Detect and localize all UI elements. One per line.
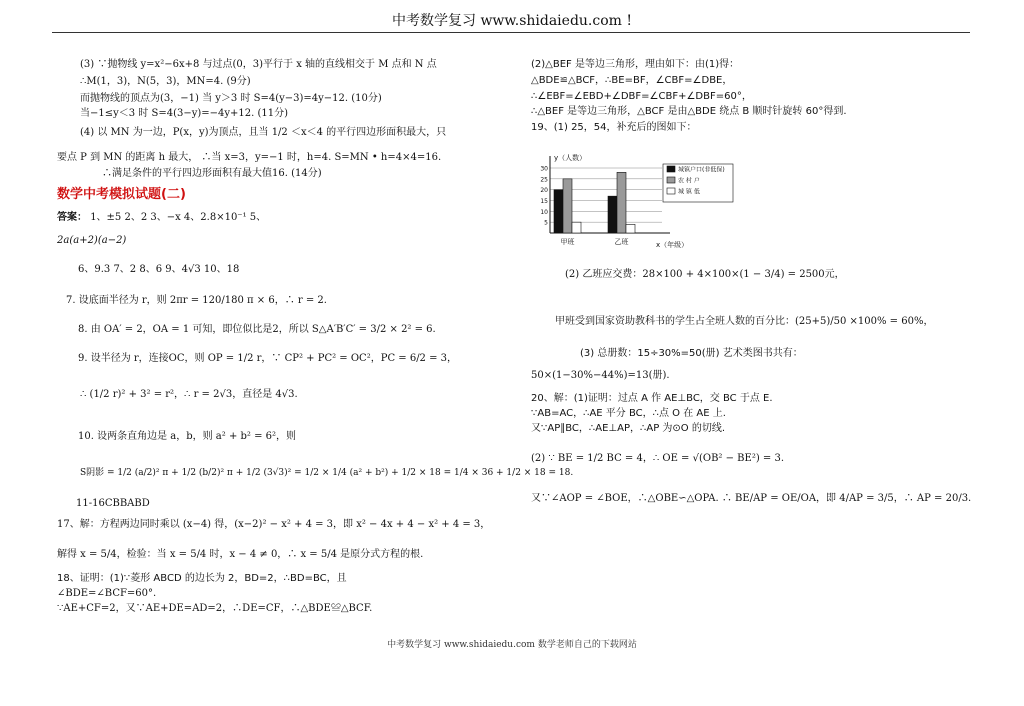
text-line: 19、(1) 25，54，补充后的图如下： (531, 122, 697, 133)
text-line: 而抛物线的顶点为(3，−1) 当 y＞3 时 S=4(y−3)=4y−12. (10分) (80, 93, 382, 104)
page-footer: 中考数学复习 www.shidaiedu.com 数学老师自己的下载网站 (387, 640, 637, 650)
bar (617, 172, 626, 233)
page-header: 中考数学复习 www.shidaiedu.com ! (392, 13, 632, 29)
text-line: ∴M(1，3)，N(5，3)，MN=4. (9分) (80, 76, 251, 87)
bar (554, 190, 563, 233)
bar (563, 179, 572, 233)
solution-line: ∵AE+CF=2，又∵AE+DE=AD=2，∴DE=CF，∴△BDE≌△BCF. (57, 603, 373, 614)
solution-line: S阴影 = 1/2 (a/2)² π + 1/2 (b/2)² π + 1/2 (3√3)² = 1/2 × 1/4 (a² + b²) + 1/2 × 18 = 1/4 × 36 + 1/2 × 18 = 18. (80, 468, 574, 478)
text-line: (2)△BEF 是等边三角形，理由如下：由(1)得： (531, 59, 740, 70)
text-line: ∴△BEF 是等边三角形，△BCF 是由△BDE 绕点 B 顺时针旋转 60°得到. (531, 106, 847, 117)
solution-line: 10. 设两条直角边是 a，b，则 a² + b² = 6²，则 (78, 431, 297, 442)
text-line: (3) ∵抛物线 y=x²−6x+8 与过点(0，3)平行于 x 轴的直线相交于 M 点和 N 点 (80, 59, 437, 70)
y-tick-label: 10 (540, 208, 548, 216)
x-axis-label: x（年级） (656, 241, 689, 249)
text-line: 20、解：(1)证明：过点 A 作 AE⊥BC，交 BC 于点 E. (531, 393, 773, 404)
answer-line: 6、9.3 7、2 8、6 9、4√3 10、18 (78, 264, 240, 275)
y-tick-label: 15 (540, 198, 548, 205)
text-line: ∵AB=AC，∴AE 平分 BC，∴点 O 在 AE 上. (531, 408, 726, 419)
answer-line: 2a(a+2)(a−2) (57, 235, 127, 246)
bar-chart (535, 148, 765, 253)
solution-line: 18、证明：(1)∵菱形 ABCD 的边长为 2，BD=2，∴BD=BC，且 (57, 573, 347, 584)
y-axis-label: y（人数） (554, 154, 587, 162)
legend-label: 农 村 户 (678, 177, 700, 185)
solution-line: ∠BDE=∠BCF=60°. (57, 588, 157, 599)
solution-line: 8. 由 OA′ = 2，OA = 1 可知，即位似比是2，所以 S△A′B′C′ = 3/2 × 2² = 6. (78, 324, 436, 335)
solution-line: 11-16CBBABD (76, 498, 150, 509)
y-tick-label: 5 (544, 219, 548, 227)
text-line: 要点 P 到 MN 的距离 h 最大， ∴当 x=3，y=−1 时，h=4. S=MN • h=4×4=16. (57, 152, 442, 163)
text-line: (2) ∵ BE = 1/2 BC = 4，∴ OE = √(OB² − BE²) = 3. (531, 453, 785, 464)
header-rule (52, 32, 970, 33)
y-tick-label: 20 (540, 187, 548, 195)
text-line: ∴∠EBF=∠EBD+∠DBF=∠CBF+∠DBF=60°， (531, 91, 752, 102)
text-line: (3) 总册数：15÷30%=50(册) 艺术类图书共有： (580, 348, 803, 359)
text-line: 甲班受到国家资助教科书的学生占全班人数的百分比：(25+5)/50 ×100% = 60%， (555, 316, 934, 327)
y-tick-label: 30 (540, 165, 548, 173)
legend-swatch (667, 188, 675, 194)
x-tick-label: 乙班 (614, 238, 629, 246)
solution-line: ∴ (1/2 r)² + 3² = r²，∴ r = 2√3，直径是 4√3. (80, 389, 298, 400)
text-line: 50×(1−30%−44%)=13(册). (531, 370, 670, 381)
x-tick-label: 甲班 (560, 238, 575, 246)
bar (572, 222, 581, 233)
answer-line (57, 211, 266, 225)
solution-line: 7. 设底面半径为 r，则 2πr = 120/180 π × 6，∴ r = 2. (66, 295, 327, 306)
legend-swatch (667, 166, 675, 172)
solution-line: 解得 x = 5/4，检验：当 x = 5/4 时，x − 4 ≠ 0，∴ x = 5/4 是原分式方程的根. (57, 549, 424, 560)
solution-line: 9. 设半径为 r，连接OC，则 OP = 1/2 r，∵ CP² + PC² = OC²，PC = 6/2 = 3， (78, 353, 458, 364)
section-title: 数学中考模拟试题(二) (57, 187, 186, 202)
legend-swatch (667, 177, 675, 183)
solution-line: 17、解：方程两边同时乘以 (x−4) 得，(x−2)² − x² + 4 = 3，即 x² − 4x + 4 − x² + 4 = 3， (57, 519, 491, 530)
text-line: (4) 以 MN 为一边，P(x，y)为顶点，且当 1/2 ＜x＜4 的平行四边形面积最大，只 (80, 127, 447, 138)
bar (626, 224, 635, 233)
legend-label: 城 镇 低 (678, 188, 700, 196)
text-line: 又∵∠AOP = ∠BOE，∴△OBE∽△OPA. ∴ BE/AP = OE/OA，即 4/AP = 3/5，∴ AP = 20/3. (531, 493, 972, 504)
text-line: ∴满足条件的平行四边形面积有最大值16. (14分) (102, 168, 322, 179)
text-line: △BDE≌△BCF，∴BE=BF，∠CBF=∠DBE， (531, 75, 733, 86)
answer-label: 答案： (57, 212, 87, 223)
y-tick-label: 25 (540, 176, 548, 184)
text-line: (2) 乙班应交费：28×100 + 4×100×(1 − 3/4) = 2500元， (565, 269, 845, 280)
legend-label: 城镇户口(非低保) (678, 166, 725, 174)
text-line: 又∵AP∥BC，∴AE⊥AP，∴AP 为⊙O 的切线. (531, 423, 726, 434)
answer-text: 1、±5 2、2 3、−x 4、2.8×10⁻¹ 5、 (90, 212, 267, 223)
text-line: 当−1≤y＜3 时 S=4(3−y)=−4y+12. (11分) (80, 108, 289, 119)
bar (608, 196, 617, 233)
